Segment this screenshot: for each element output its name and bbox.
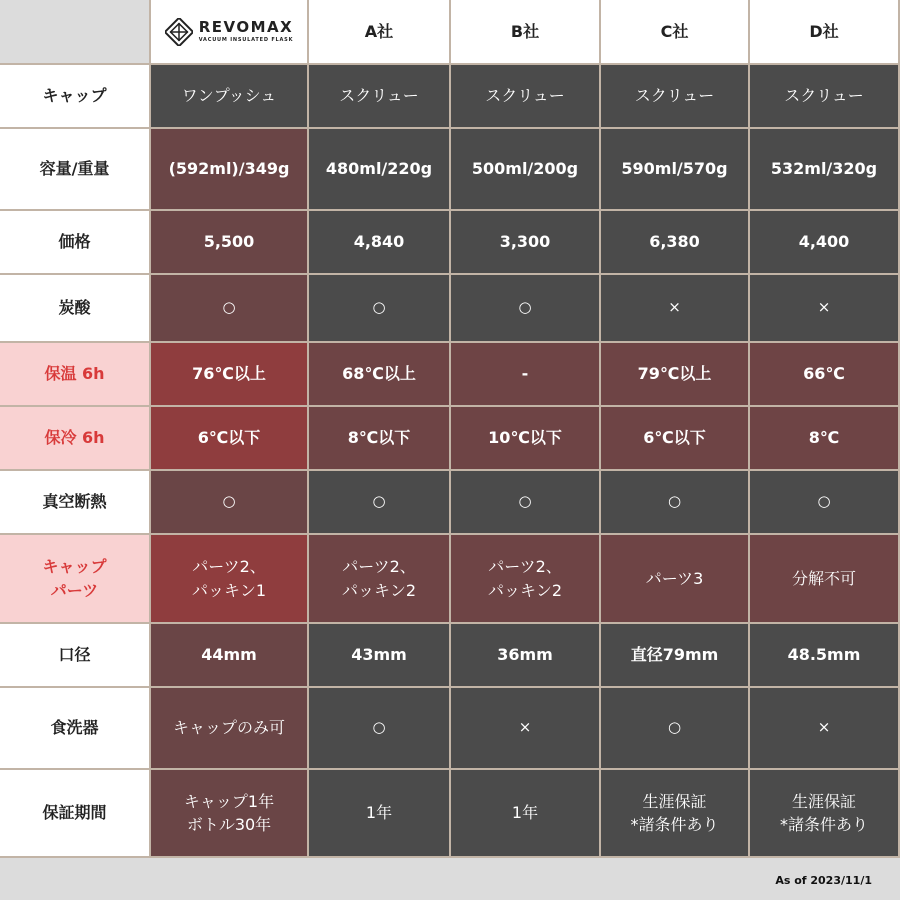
cell-vacuum-c: ○ <box>601 471 750 535</box>
footer <box>0 858 900 900</box>
cell-diameter-b: 36mm <box>451 624 601 688</box>
cell-price-d: 4,400 <box>750 211 900 275</box>
as-of-date: As of 2023/11/1 <box>775 874 872 887</box>
cell-cap-b: スクリュー <box>451 65 601 129</box>
row-label-cap-parts: キャップ パーツ <box>0 535 151 624</box>
cell-heat-a: 68℃以上 <box>309 343 451 407</box>
cell-dishwasher-d: × <box>750 688 900 770</box>
table-corner <box>0 0 151 65</box>
cell-carbonation-revomax: ○ <box>151 275 309 343</box>
cell-vacuum-d: ○ <box>750 471 900 535</box>
cell-warranty-c: 生涯保証 *諸条件あり <box>601 770 750 858</box>
row-label-mouth-diameter: 口径 <box>0 624 151 688</box>
brand-tagline: VACUUM INSULATED FLASK <box>198 37 294 43</box>
cell-cold-a: 8℃以下 <box>309 407 451 471</box>
row-label-heat-retention: 保温 6h <box>0 343 151 407</box>
cell-vacuum-b: ○ <box>451 471 601 535</box>
cell-warranty-revomax: キャップ1年 ボトル30年 <box>151 770 309 858</box>
cell-dishwasher-b: × <box>451 688 601 770</box>
row-label-cold-retention: 保冷 6h <box>0 407 151 471</box>
cell-cold-b: 10℃以下 <box>451 407 601 471</box>
cell-cap-c: スクリュー <box>601 65 750 129</box>
cell-cold-revomax: 6℃以下 <box>151 407 309 471</box>
cell-parts-a: パーツ2、 パッキン2 <box>309 535 451 624</box>
cell-heat-c: 79℃以上 <box>601 343 750 407</box>
row-label-carbonation: 炭酸 <box>0 275 151 343</box>
cell-parts-b: パーツ2、 パッキン2 <box>451 535 601 624</box>
cell-warranty-a: 1年 <box>309 770 451 858</box>
cell-cap-revomax: ワンプッシュ <box>151 65 309 129</box>
cell-heat-b: - <box>451 343 601 407</box>
cell-diameter-a: 43mm <box>309 624 451 688</box>
cell-price-c: 6,380 <box>601 211 750 275</box>
revomax-logo <box>165 18 294 46</box>
cell-capacity-c: 590ml/570g <box>601 129 750 211</box>
row-label-price: 価格 <box>0 211 151 275</box>
cell-cap-d: スクリュー <box>750 65 900 129</box>
cell-dishwasher-c: ○ <box>601 688 750 770</box>
brand-name: REVOMAX <box>198 18 294 36</box>
cell-parts-c: パーツ3 <box>601 535 750 624</box>
header-company-c: C社 <box>601 0 750 65</box>
cell-price-a: 4,840 <box>309 211 451 275</box>
cell-diameter-d: 48.5mm <box>750 624 900 688</box>
row-label-capacity: 容量/重量 <box>0 129 151 211</box>
header-company-d: D社 <box>750 0 900 65</box>
cell-carbonation-b: ○ <box>451 275 601 343</box>
cell-heat-revomax: 76℃以上 <box>151 343 309 407</box>
row-label-cap: キャップ <box>0 65 151 129</box>
cell-parts-revomax: パーツ2、 パッキン1 <box>151 535 309 624</box>
row-label-warranty: 保証期間 <box>0 770 151 858</box>
header-company-b: B社 <box>451 0 601 65</box>
cell-price-b: 3,300 <box>451 211 601 275</box>
cell-diameter-revomax: 44mm <box>151 624 309 688</box>
row-label-vacuum-insulation: 真空断熱 <box>0 471 151 535</box>
header-revomax <box>151 0 309 65</box>
cell-diameter-c: 直径79mm <box>601 624 750 688</box>
cell-carbonation-c: × <box>601 275 750 343</box>
cell-dishwasher-revomax: キャップのみ可 <box>151 688 309 770</box>
cell-dishwasher-a: ○ <box>309 688 451 770</box>
header-company-a: A社 <box>309 0 451 65</box>
cell-parts-d: 分解不可 <box>750 535 900 624</box>
cell-carbonation-d: × <box>750 275 900 343</box>
cell-capacity-revomax: (592ml)/349g <box>151 129 309 211</box>
cell-heat-d: 66℃ <box>750 343 900 407</box>
cell-cap-a: スクリュー <box>309 65 451 129</box>
cell-warranty-d: 生涯保証 *諸条件あり <box>750 770 900 858</box>
cell-vacuum-revomax: ○ <box>151 471 309 535</box>
cell-vacuum-a: ○ <box>309 471 451 535</box>
cell-price-revomax: 5,500 <box>151 211 309 275</box>
cell-warranty-b: 1年 <box>451 770 601 858</box>
cell-cold-d: 8℃ <box>750 407 900 471</box>
cell-carbonation-a: ○ <box>309 275 451 343</box>
revomax-diamond-icon <box>165 18 193 46</box>
row-label-dishwasher: 食洗器 <box>0 688 151 770</box>
cell-cold-c: 6℃以下 <box>601 407 750 471</box>
cell-capacity-a: 480ml/220g <box>309 129 451 211</box>
cell-capacity-b: 500ml/200g <box>451 129 601 211</box>
cell-capacity-d: 532ml/320g <box>750 129 900 211</box>
